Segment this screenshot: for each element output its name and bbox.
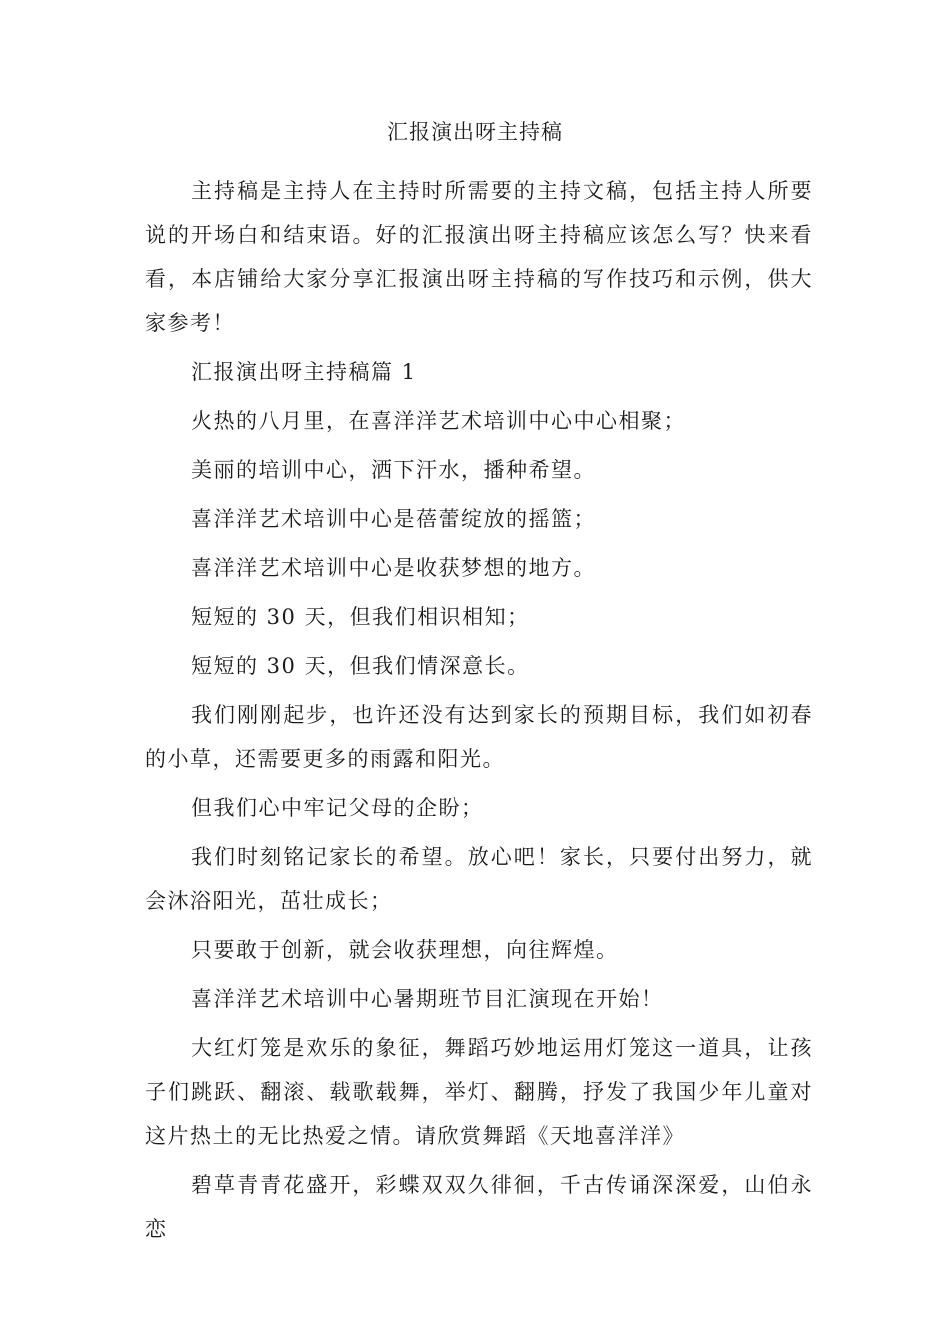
- document-body: [145, 164, 813, 1251]
- paragraph: 喜洋洋艺术培训中心是收获梦想的地方。: [191, 556, 596, 580]
- paragraph: 但我们心中牢记父母的企盼；: [191, 796, 484, 820]
- section-heading: 汇报演出呀主持稿篇 1: [191, 360, 417, 384]
- paragraph: 喜洋洋艺术培训中心是蓓蕾绽放的摇篮；: [191, 507, 596, 531]
- paragraph: 喜洋洋艺术培训中心暑期班节目汇演现在开始！: [191, 987, 664, 1011]
- paragraph: 只要敢于创新，就会收获理想，向往辉煌。: [191, 938, 619, 962]
- document-title: 汇报演出呀主持稿: [387, 120, 563, 144]
- paragraph: 大红灯笼是欢乐的象征，舞蹈巧妙地运用灯笼这一道具，让孩子们跳跃、翻滚、载歌载舞，举灯、翻腾，抒发了我国少年儿童对这片热土的无比热爱之情。请欣赏舞蹈《天地喜洋洋》: [145, 1036, 813, 1148]
- paragraph: 火热的八月里，在喜洋洋艺术培训中心中心相聚；: [191, 409, 686, 433]
- paragraph: 美丽的培训中心，洒下汗水，播种希望。: [191, 458, 596, 482]
- paragraph: 碧草青青花盛开，彩蝶双双久徘徊，千古传诵深深爱，山伯永恋: [145, 1173, 813, 1241]
- paragraph-intro: 主持稿是主持人在主持时所需要的主持文稿，包括主持人所要说的开场白和结束语。好的汇报演出呀主持稿应该怎么写？快来看看，本店铺给大家分享汇报演出呀主持稿的写作技巧和示例，供大家参考！: [145, 179, 813, 335]
- paragraph: 短短的 30 天，但我们相识相知；: [191, 605, 530, 629]
- paragraph: 我们时刻铭记家长的希望。放心吧！家长，只要付出努力，就会沐浴阳光，茁壮成长；: [145, 845, 813, 913]
- paragraph: 我们刚刚起步，也许还没有达到家长的预期目标，我们如初春的小草，还需要更多的雨露和阳光。: [145, 703, 813, 771]
- paragraph: 短短的 30 天，但我们情深意长。: [191, 654, 530, 678]
